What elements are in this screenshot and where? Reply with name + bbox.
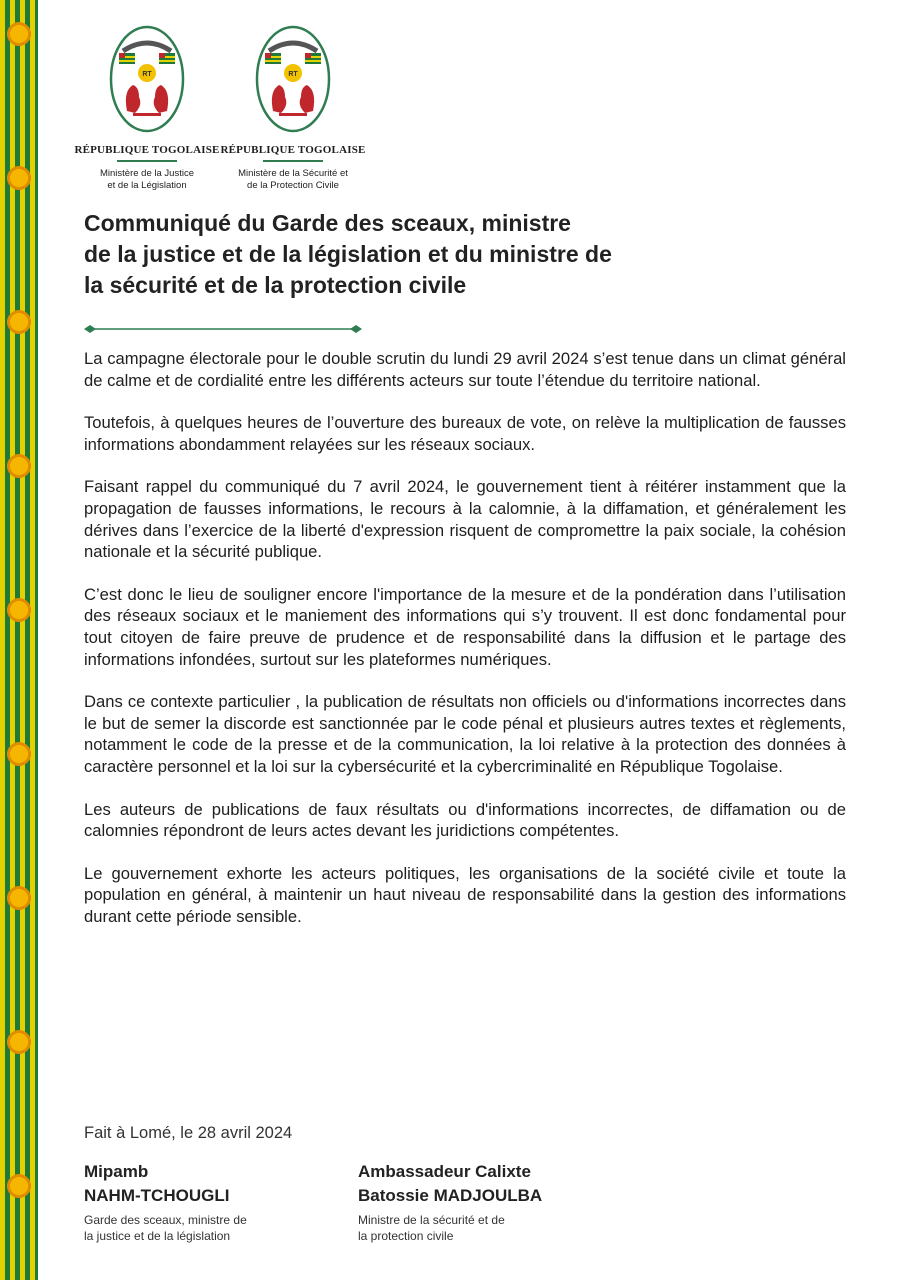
republic-label: RÉPUBLIQUE TOGOLAISE: [74, 144, 220, 156]
logo-divider: [263, 160, 323, 162]
togo-coat-of-arms-icon: [109, 25, 185, 133]
svg-text:RT: RT: [288, 71, 298, 78]
logo-divider: [117, 160, 177, 162]
signatory-name: Mipamb NAHM-TCHOUGLI: [84, 1162, 230, 1205]
sun-motif-icon: [5, 740, 33, 768]
republic-label: RÉPUBLIQUE TOGOLAISE: [220, 144, 366, 156]
sun-motif-icon: [5, 596, 33, 624]
paragraph: C’est donc le lieu de souligner encore l'importance de la mesure et de la pondération dans l’utilisation des réseaux sociaux et le maniement des informations qui s’y trouvent. Il est donc fondamental pour tout citoyen de faire preuve de prudence et de responsabilité dans la diffusion et le partage des informations infondées, surtout sur les plateformes numériques.: [84, 584, 846, 669]
svg-text:RT: RT: [142, 71, 152, 78]
paragraph: Dans ce contexte particulier , la publication de résultats non officiels ou d'informations incorrectes dans le but de semer la discorde est sanctionnée par le code pénal et plusieurs autres textes et règlements, notamment le code de la presse et de la communication, la loi relative à la protection des données à caractère personnel et la loi sur la cybersécurité et la cybercriminalité en République Togolaise.: [84, 692, 846, 776]
sun-motif-icon: [5, 1028, 33, 1056]
signatory-role: Ministre de la sécurité et de la protection civile: [358, 1213, 505, 1243]
decorative-left-border: [0, 0, 38, 1280]
sun-motif-icon: [5, 308, 33, 336]
paragraph: Faisant rappel du communiqué du 7 avril 2024, le gouvernement tient à réitérer instamment que la propagation de fausses informations, le recours à la calomnie, à la diffamation, et généralement les dérives dans l’exercice de la liberté d'expression risquent de compromettre la paix sociale, la cohésion nationale et la sécurité publique.: [84, 477, 846, 562]
paragraph: Le gouvernement exhorte les acteurs politiques, les organisations de la société civile et toute la population en général, à maintenir un haut niveau de responsabilité dans la gestion des informations durant cette période sensible.: [84, 863, 846, 926]
paragraph: Toutefois, à quelques heures de l’ouverture des bureaux de vote, on relève la multiplication de fausses informations abondamment relayées sur les réseaux sociaux.: [84, 413, 846, 454]
sun-motif-icon: [5, 20, 33, 48]
paragraph: La campagne électorale pour le double scrutin du lundi 29 avril 2024 s’est tenue dans un climat général de calme et de cordialité entre les différents acteurs sur toute l’étendue du territoire national.: [84, 349, 846, 390]
signatory-security: [358, 1160, 542, 1244]
ministry-label: Ministère de la Justice et de la Législation: [100, 168, 194, 191]
sun-motif-icon: [5, 1172, 33, 1200]
togo-coat-of-arms-icon: [255, 25, 331, 133]
sun-motif-icon: [5, 884, 33, 912]
logo-ministry-justice: [72, 25, 222, 192]
communique-body: [84, 348, 846, 948]
ministry-label: Ministère de la Sécurité et de la Protection Civile: [238, 168, 348, 191]
signatory-role: Garde des sceaux, ministre de la justice et de la législation: [84, 1213, 247, 1243]
paragraph: Les auteurs de publications de faux résultats ou d'informations incorrectes, de diffamation ou de calomnies répondront de leurs actes devant les juridictions compétentes.: [84, 799, 846, 841]
title-divider: [84, 322, 362, 336]
sun-motif-icon: [5, 164, 33, 192]
sun-motif-icon: [5, 452, 33, 480]
place-date: Fait à Lomé, le 28 avril 2024: [84, 1124, 293, 1142]
document-title: Communiqué du Garde des sceaux, ministre de la justice et de la législation et du ministre de la sécurité et de la protection civile: [84, 210, 612, 298]
signatory-justice: [84, 1160, 247, 1244]
logo-ministry-security: [218, 25, 368, 192]
signatory-name: Ambassadeur Calixte Batossie MADJOULBA: [358, 1162, 543, 1205]
